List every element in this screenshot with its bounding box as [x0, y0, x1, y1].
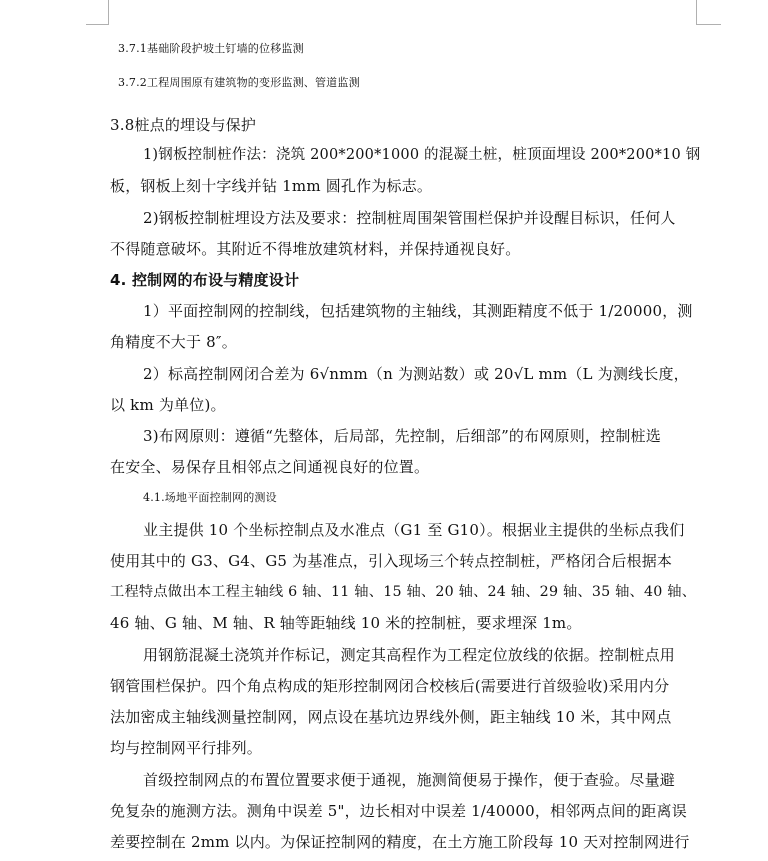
paragraph-line: 2)钢板控制桩埋设方法及要求：控制桩周围架管围栏保护并设醒目标识，任何人: [143, 209, 676, 227]
paragraph-line: 用钢筋混凝土浇筑并作标记，测定其高程作为工程定位放线的依据。控制桩点用: [143, 646, 676, 664]
paragraph-line: 免复杂的施测方法。测角中误差 5"，边长相对中误差 1/40000，相邻两点间的距离误: [110, 802, 687, 820]
heading-section-4: 4. 控制网的布设与精度设计: [110, 271, 300, 289]
heading-4-1: 4.1.场地平面控制网的测设: [143, 491, 277, 504]
paragraph-line: 均与控制网平行排列。: [110, 739, 263, 757]
paragraph-line: 差要控制在 2mm 以内。为保证控制网的精度，在土方施工阶段每 10 天对控制网进行: [110, 833, 690, 851]
paragraph-line: 使用其中的 G3、G4、G5 为基准点，引入现场三个转点控制桩，严格闭合后根据本: [110, 552, 673, 570]
crop-mark-top-right-horizontal: [697, 24, 721, 25]
paragraph-line: 1)钢板控制桩作法：浇筑 200*200*1000 的混凝土桩，桩顶面埋设 200*200*10 钢: [143, 147, 701, 163]
paragraph-line: 46 轴、G 轴、M 轴、R 轴等距轴线 10 米的控制桩，要求埋深 1m。: [110, 614, 582, 632]
paragraph-line: 业主提供 10 个坐标控制点及水准点（G1 至 G10）。根据业主提供的坐标点我们: [143, 521, 685, 539]
crop-mark-top-left-horizontal: [86, 24, 108, 25]
paragraph-line: 3)布网原则：遵循“先整体，后局部，先控制，后细部”的布网原则，控制桩选: [143, 427, 661, 445]
heading-3-7-1: 3.7.1基础阶段护坡土钉墙的位移监测: [118, 42, 304, 55]
paragraph-line: 角精度不大于 8″。: [110, 333, 237, 351]
paragraph-line: 2）标高控制网闭合差为 6√nmm（n 为测站数）或 20√L mm（L 为测线长度，: [143, 365, 689, 383]
crop-mark-top-left-vertical: [108, 0, 109, 25]
paragraph-line: 1）平面控制网的控制线，包括建筑物的主轴线，其测距精度不低于 1/20000，测: [143, 302, 693, 320]
paragraph-line: 不得随意破坏。其附近不得堆放建筑材料，并保持通视良好。: [110, 240, 521, 258]
crop-mark-top-right-vertical: [696, 0, 697, 25]
heading-3-8: 3.8桩点的埋设与保护: [110, 116, 257, 134]
paragraph-line: 在安全、易保存且相邻点之间通视良好的位置。: [110, 458, 430, 476]
paragraph-line: 钢管围栏保护。四个角点构成的矩形控制网闭合校核后(需要进行首级验收)采用内分: [110, 677, 670, 695]
paragraph-line: 板，钢板上刻十字线并钻 1mm 圆孔作为标志。: [110, 177, 433, 195]
paragraph-line: 法加密成主轴线测量控制网，网点设在基坑边界线外侧，距主轴线 10 米，其中网点: [110, 708, 672, 726]
paragraph-line: 工程特点做出本工程主轴线 6 轴、11 轴、15 轴、20 轴、24 轴、29 轴、35 轴、40 轴、: [110, 584, 697, 600]
paragraph-line: 以 km 为单位)。: [110, 396, 226, 414]
paragraph-line: 首级控制网点的布置位置要求便于通视，施测简便易于操作，便于查验。尽量避: [143, 771, 676, 789]
heading-3-7-2: 3.7.2工程周围原有建筑物的变形监测、管道监测: [118, 76, 360, 89]
